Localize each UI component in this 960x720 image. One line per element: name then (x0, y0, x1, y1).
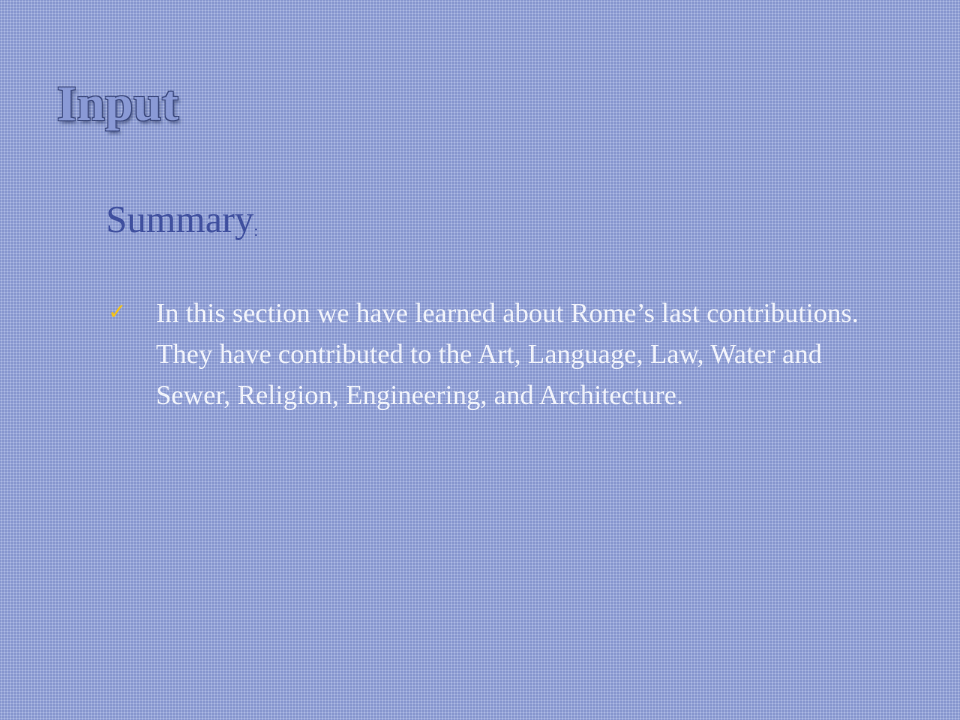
bullet-text: In this section we have learned about Rome’s last contributions. They have contributed to the Art, Language, Law, Water and Sewer, Religion, Engineering, and Architecture. (156, 297, 859, 410)
subtitle-colon: : (253, 223, 259, 240)
bullet-list (108, 292, 898, 415)
bullet-item (108, 292, 898, 415)
slide-title: Input (57, 75, 180, 131)
subtitle-text: Summary (106, 199, 254, 241)
slide-subtitle (106, 198, 258, 242)
checkmark-icon: ✓ (108, 300, 127, 325)
